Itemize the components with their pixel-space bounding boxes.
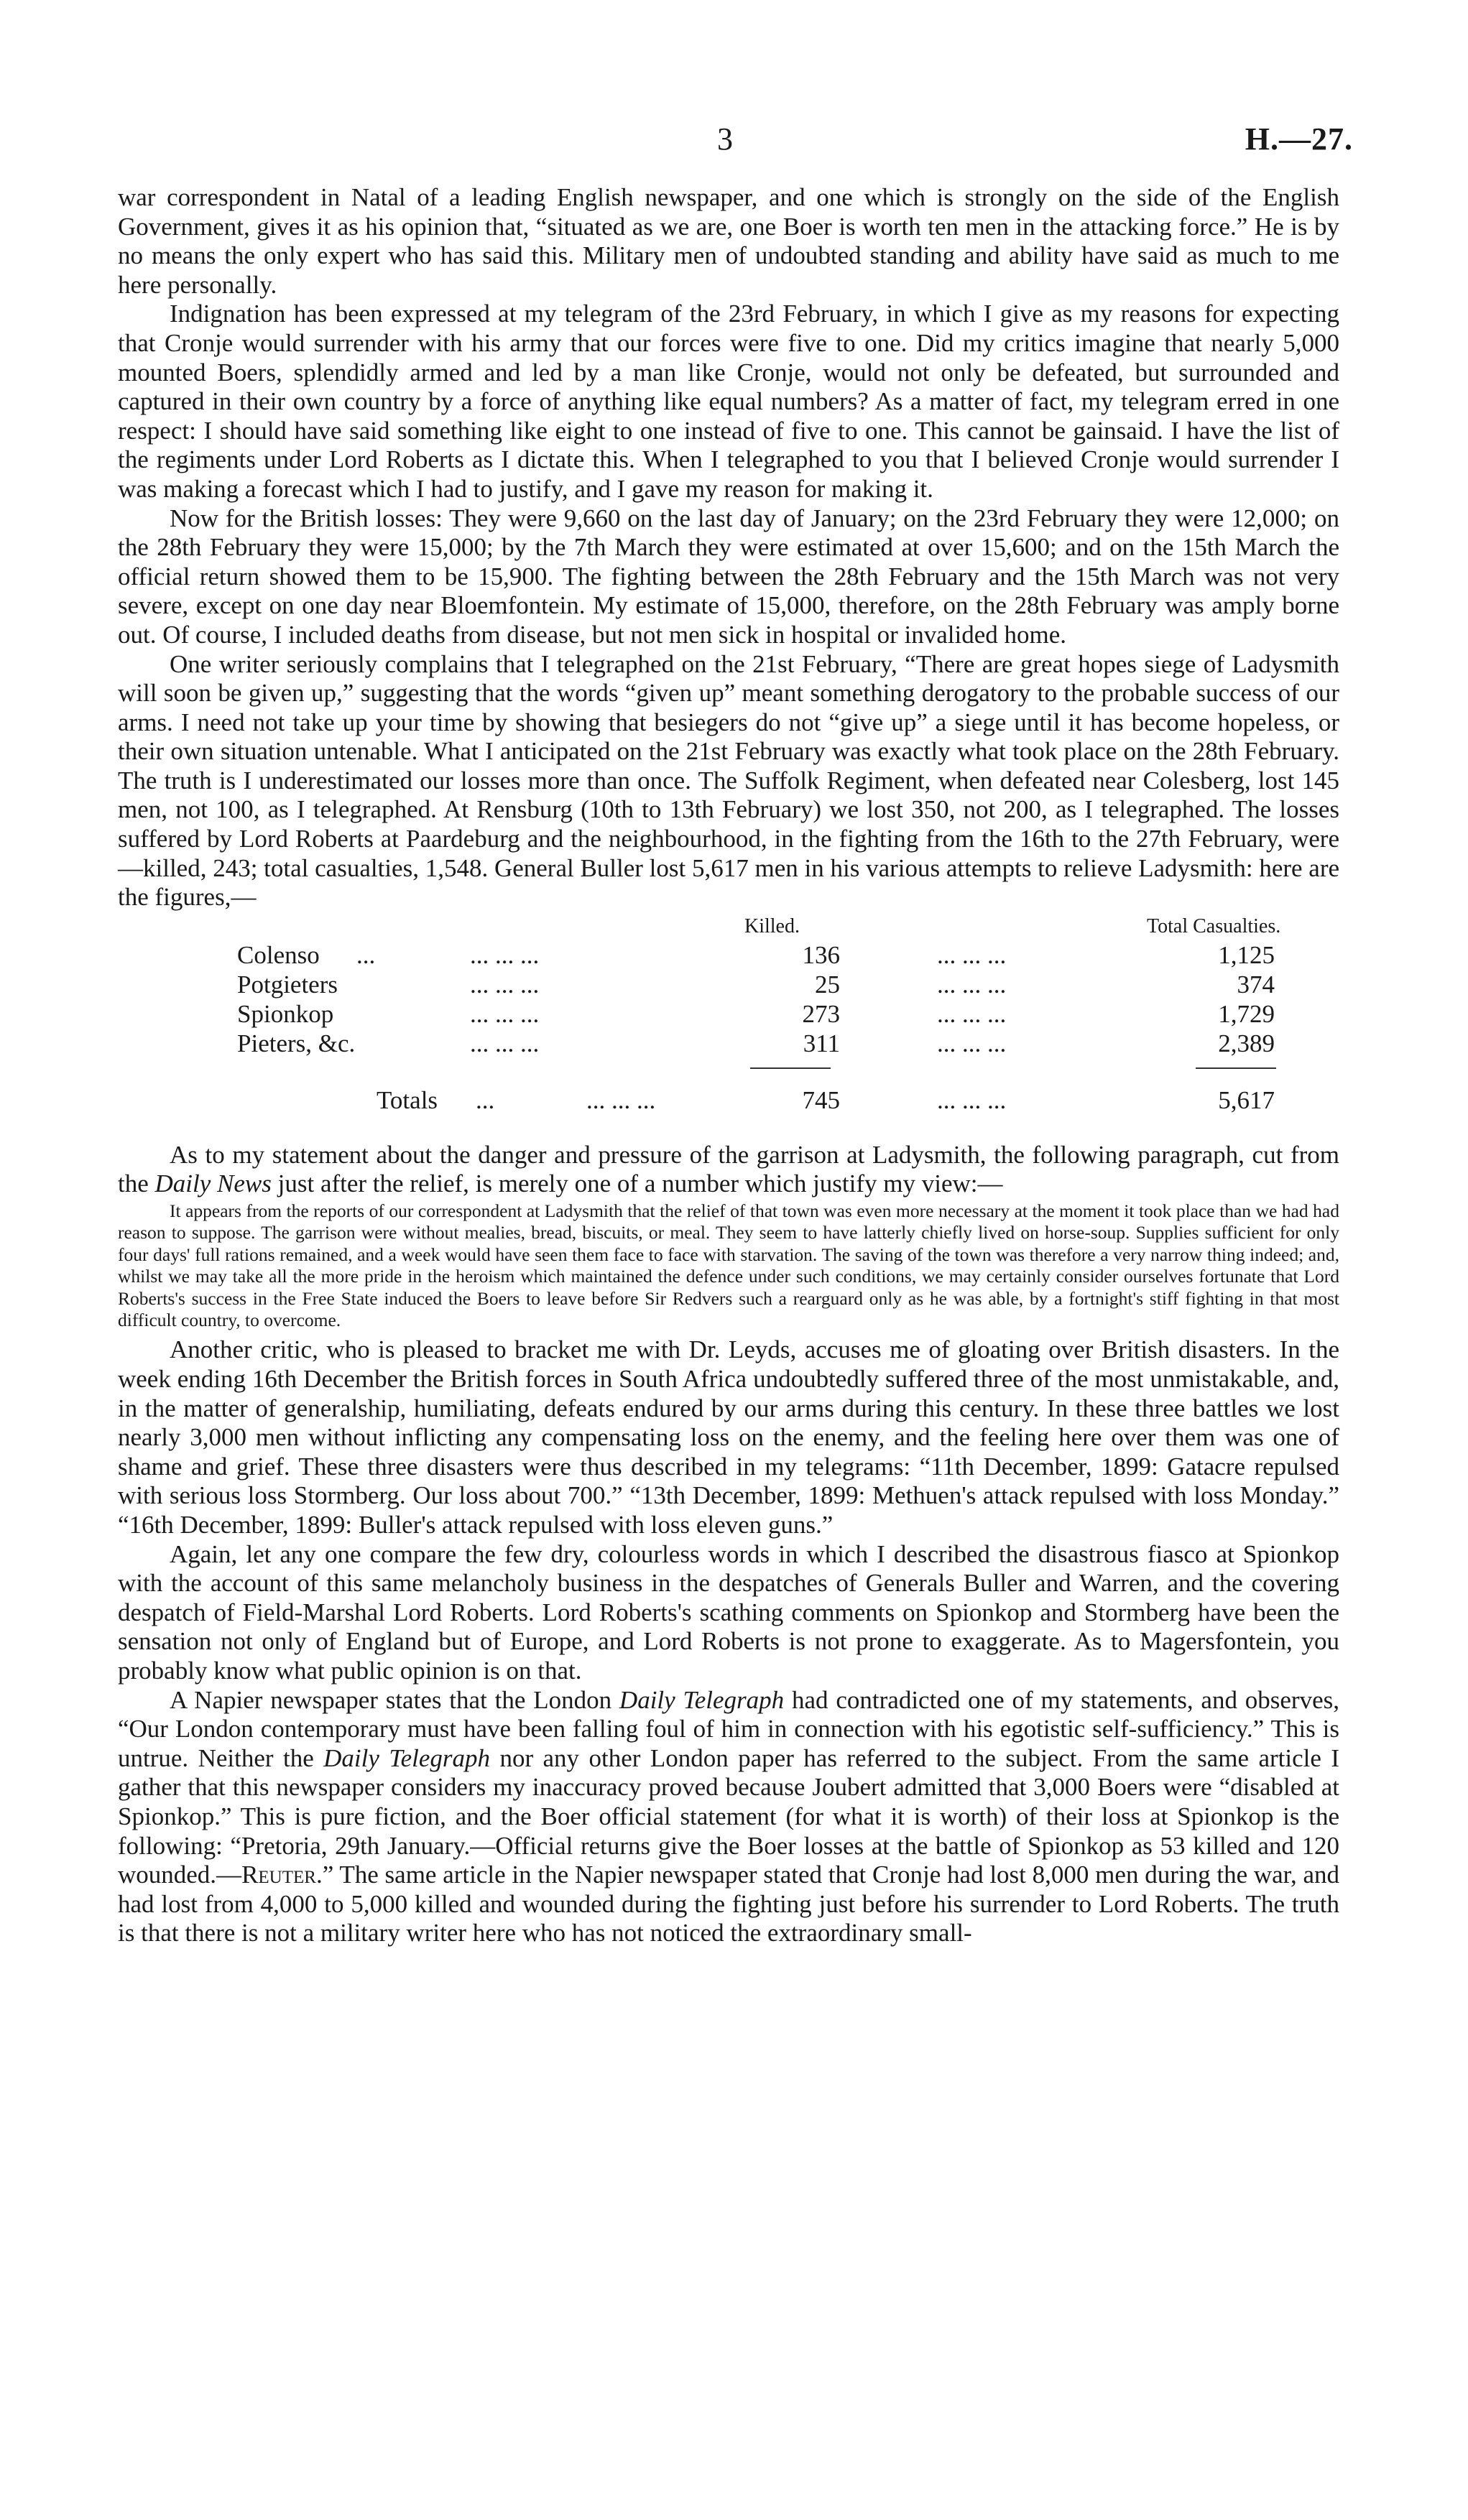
- paragraph-8-text-1: A Napier newspaper states that the London: [170, 1685, 619, 1714]
- paragraph-2: Indignation has been expressed at my telegram of the 23rd February, in which I give as my reasons for expecting that Cronje would surrender with his army that our forces were five to one. Did my critics imagine that nearly 5,000 mounted Boers, splendidly armed and led by a man like Cronje, would not only be defeated, but surrounded and captured in their own country by a force of anything like equal numbers? As a matter of fact, my telegram erred in one respect: I should have said something like eight to one instead of five to one. This cannot be gainsaid. I have the list of the regiments under Lord Roberts as I dictate this. When I telegraphed to you that I believed Cronje would surrender I was making a forecast which I had to justify, and I gave my reason for making it.: [118, 300, 1339, 503]
- leader-dots: ... ... ...: [470, 1029, 540, 1057]
- page-number: 3: [717, 121, 733, 157]
- paragraph-8: [118, 1686, 1339, 1948]
- leader-dots: ... ... ...: [937, 940, 1007, 969]
- paragraph-5: [118, 1141, 1339, 1199]
- table-row-total: 374: [1237, 970, 1275, 999]
- table-row-name: Colenso: [237, 940, 320, 969]
- paragraph-8-text-2: had contradicted one of my statements, and observes, “Our London contemporary must have been falling foul of him in connection with his egotistic self-sufficiency.” This is untrue. Neither the: [118, 1685, 1339, 1772]
- leader-dots: ...: [476, 1085, 495, 1114]
- paragraph-8-text-3: nor any other London paper has referred to the subject. From the same article I gather that this newspaper considers my inaccuracy proved because Joubert admitted that 3,000 Boers were “disabled at Spionkop.” This is pure fiction, and the Boer official statement (for what it is worth) of their loss at Spionkop is the following: “Pretoria, 29th January.—Official returns give the Boer losses at the battle of Spionkop as 53 killed and 120 wounded.—: [118, 1743, 1339, 1889]
- paragraph-6: Another critic, who is pleased to bracket me with Dr. Leyds, accuses me of gloating over British disasters. In the week ending 16th December the British forces in South Africa undoubtedly suffered three of the most unmistakable, and, in the matter of generalship, humiliating, defeats endured by our arms during this century. In these three battles we lost nearly 3,000 men without inflicting any compensating loss on the enemy, and the feeling here over them was one of shame and grief. These three disasters were thus described in my telegrams: “11th December, 1899: Gatacre repulsed with serious loss Stormberg. Our loss about 700.” “13th December, 1899: Methuen's attack repulsed with loss Monday.” “16th December, 1899: Buller's attack repulsed with loss eleven guns.”: [118, 1335, 1339, 1539]
- leader-dots: ... ... ...: [937, 970, 1007, 999]
- paragraph-4: One writer seriously complains that I telegraphed on the 21st February, “There are great hopes siege of Ladysmith will soon be given up,” suggesting that the words “given up” meant something derogatory to the probable success of our arms. I need not take up your time by showing that besiegers do not “give up” a siege until it has become hopeless, or their own situation untenable. What I anticipated on the 21st February was exactly what took place on the 28th February. The truth is I underestimated our losses more than once. The Suffolk Regiment, when defeated near Colesberg, lost 145 men, not 100, as I telegraphed. At Rensburg (10th to 13th February) we lost 350, not 200, as I telegraphed. The losses suffered by Lord Roberts at Paardeburg and the neighbourhood, in the fighting from the 16th to the 27th February, were—killed, 243; total casualties, 1,548. General Buller lost 5,617 men in his various attempts to relieve Ladysmith: here are the figures,—: [118, 649, 1340, 912]
- table-row-killed: 25: [815, 970, 840, 999]
- table-row-total: 2,389: [1218, 1029, 1275, 1057]
- newspaper-title: Daily News: [154, 1169, 272, 1198]
- paragraph-8-text-4: .” The same article in the Napier newspaper stated that Cronje had lost 8,000 men during the war, and had lost from 4,000 to 5,000 killed and wounded during the fighting just before his surrender to Lord Roberts. The truth is that there is not a military writer here who has not noticed the extraordinary small-: [118, 1861, 1339, 1947]
- table-row-name: Pieters, &c.: [237, 1029, 356, 1057]
- table-header-killed: Killed.: [744, 914, 800, 937]
- leader-dots: ... ... ...: [470, 940, 540, 969]
- table-row-killed: 311: [803, 1029, 840, 1057]
- quoted-extract: It appears from the reports of our correspondent at Ladysmith that the relief of that town was even more necessary at the moment it took place than we had had reason to suppose. The garrison were without mealies, bread, biscuits, or meal. They seem to have latterly chiefly lived on horse-soup. Supplies sufficient for only four days' full rations remained, and a week would have seen them face to face with starvation. The saving of the town was therefore a very narrow thing indeed; and, whilst we may take all the more pride in the heroism which maintained the defence under such conditions, we may certainly consider ourselves fortunate that Lord Roberts's success in the Free State induced the Boers to leave before Sir Redvers such a rearguard only as he was able, by a fortnight's stiff fighting in that most difficult country, to overcome.: [118, 1200, 1339, 1331]
- page-header: [0, 121, 1468, 164]
- leader-dots: ... ... ...: [470, 970, 540, 999]
- leader-dots: ... ... ...: [937, 999, 1007, 1028]
- page-body: [118, 183, 1339, 1948]
- paragraph-5-text-a: As to my statement about the danger and pressure of the garrison at Ladysmith, the following paragraph, cut from the: [118, 1140, 1339, 1198]
- table-header-total: Total Casualties.: [1147, 914, 1281, 937]
- totals-label: Totals: [377, 1085, 438, 1114]
- newspaper-title: Daily Telegraph: [619, 1685, 785, 1714]
- paragraph-1: war correspondent in Natal of a leading English newspaper, and one which is strongly on the side of the English Government, gives it as his opinion that, “situated as we are, one Boer is worth ten men in the attacking force.” He is by no means the only expert who has said this. Military men of undoubted standing and ability have said as much to me here personally.: [118, 183, 1339, 299]
- paragraph-7: Again, let any one compare the few dry, colourless words in which I described the disastrous fiasco at Spionkop with the account of this same melancholy business in the despatches of Generals Buller and Warren, and the covering despatch of Field-Marshal Lord Roberts. Lord Roberts's scathing comments on Spionkop and Stormberg have been the sensation not only of England but of Europe, and Lord Roberts is not prone to exaggerate. As to Magersfontein, you probably know what public opinion is on that.: [118, 1539, 1339, 1685]
- totals-casualties: 5,617: [1218, 1085, 1275, 1114]
- table-row-killed: 273: [802, 999, 840, 1028]
- totals-killed: 745: [802, 1085, 840, 1114]
- leader-dots: ... ... ...: [937, 1029, 1007, 1057]
- table-row-total: 1,125: [1218, 940, 1275, 969]
- leader-dots: ... ... ...: [470, 999, 540, 1028]
- agency-name: Reuter: [241, 1861, 316, 1889]
- casualty-table: [118, 912, 1339, 1141]
- table-row-killed: 136: [802, 940, 840, 969]
- leader-dots: ...: [356, 940, 376, 969]
- paragraph-5-text-b: just after the relief, is merely one of a number which justify my view:—: [271, 1169, 1003, 1198]
- leader-dots: ... ... ...: [937, 1085, 1007, 1114]
- document-reference: H.—27.: [1245, 121, 1353, 157]
- newspaper-title: Daily Telegraph: [323, 1743, 491, 1772]
- table-row-name: Spionkop: [237, 999, 334, 1028]
- leader-dots: ... ... ...: [586, 1085, 656, 1114]
- table-row-name: Potgieters: [237, 970, 338, 999]
- paragraph-3: Now for the British losses: They were 9,660 on the last day of January; on the 23rd February they were 12,000; on the 28th February they were 15,000; by the 7th March they were estimated at over 15,600; and on the 15th March the official return showed them to be 15,900. The fighting between the 28th February and the 15th March was not very severe, except on one day near Bloemfontein. My estimate of 15,000, therefore, on the 28th February was amply borne out. Of course, I included deaths from disease, but not men sick in hospital or invalided home.: [118, 504, 1339, 649]
- total-rule-casualties: [1196, 1067, 1276, 1069]
- table-row-total: 1,729: [1218, 999, 1275, 1028]
- total-rule-killed: [750, 1067, 831, 1069]
